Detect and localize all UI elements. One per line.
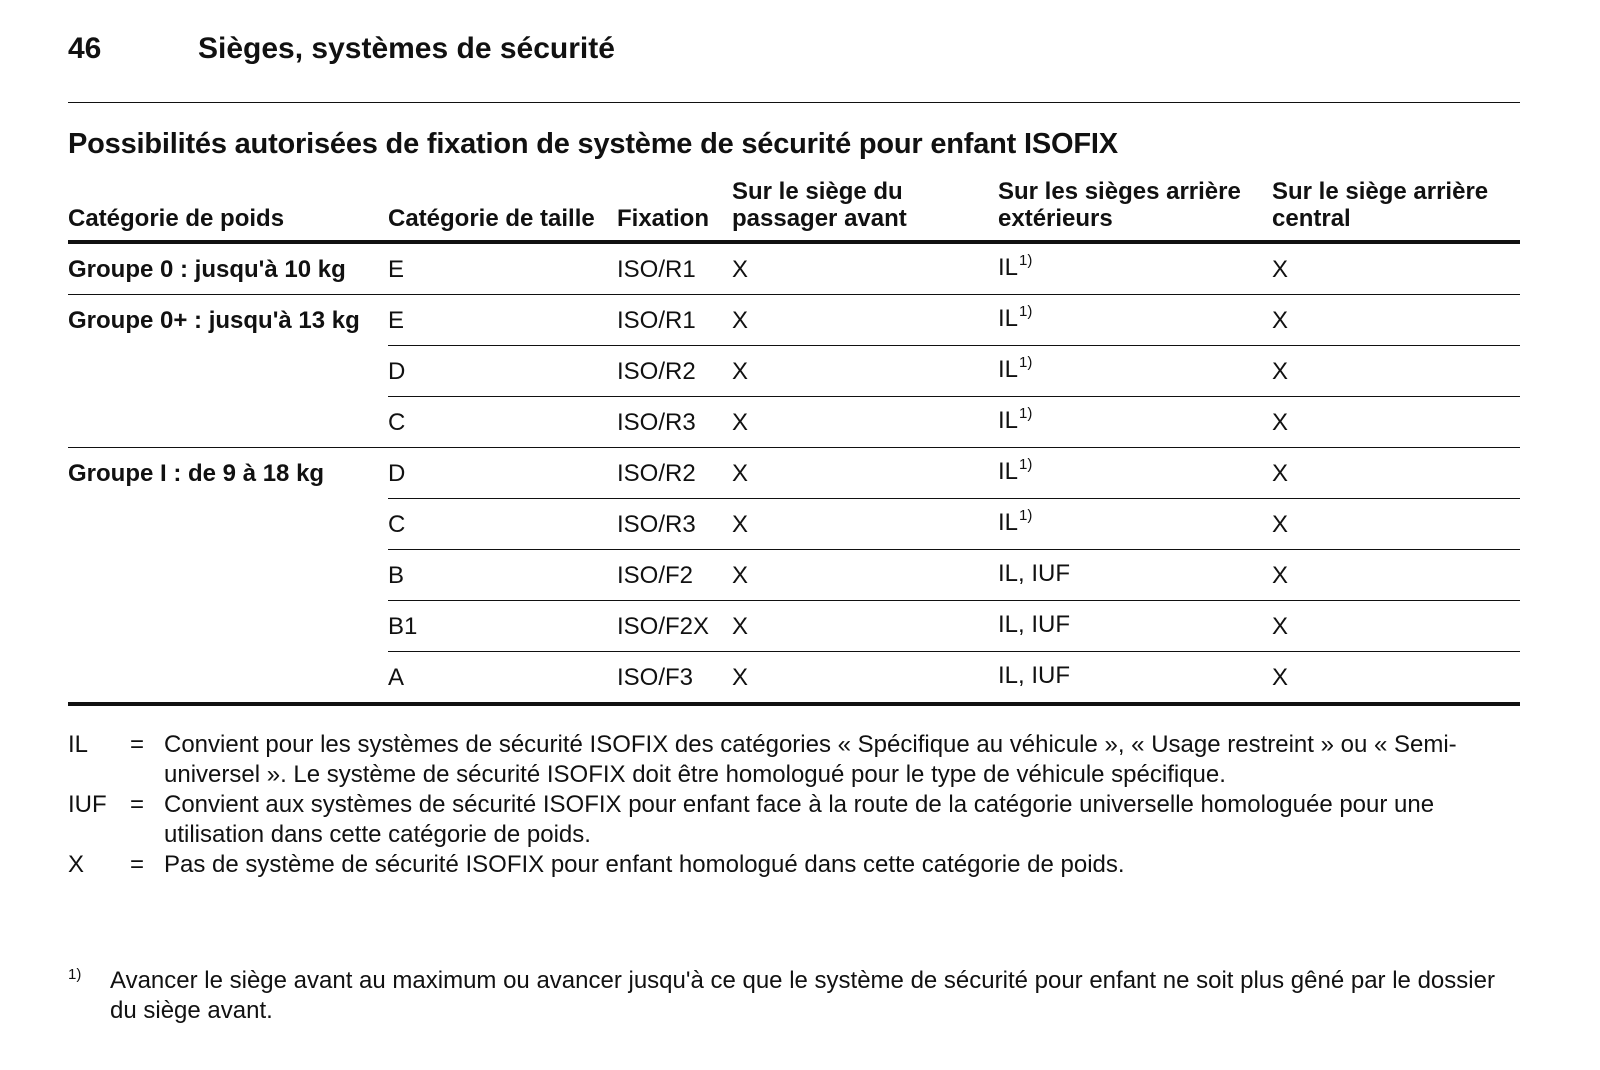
front-seat-cell: X [732, 499, 998, 550]
fixation-cell: ISO/R1 [617, 242, 732, 295]
front-seat-cell: X [732, 397, 998, 448]
fixation-cell: ISO/R3 [617, 397, 732, 448]
rear-outer-cell [998, 652, 1272, 705]
column-header-size: Catégorie de taille [388, 178, 617, 242]
footnote-marker: 1) [68, 966, 82, 983]
page-header [68, 32, 1520, 102]
column-header-rear-outer: Sur les sièges arrière extérieurs [998, 178, 1272, 242]
rear-outer-value: IL [998, 356, 1019, 383]
weight-group-cell [68, 550, 388, 601]
rear-outer-value: IL, IUF [998, 662, 1071, 689]
rear-outer-cell [998, 397, 1272, 448]
footnote-ref: 1) [1019, 507, 1033, 524]
fixation-cell: ISO/F2 [617, 550, 732, 601]
column-header-front-seat: Sur le siège du passager avant [732, 178, 998, 242]
column-header-weight: Catégorie de poids [68, 178, 388, 242]
rear-outer-value: IL, IUF [998, 560, 1071, 587]
footnote-ref: 1) [1019, 303, 1033, 320]
fixation-cell: ISO/R2 [617, 448, 732, 499]
fixation-cell: ISO/R1 [617, 295, 732, 346]
size-cell: B1 [388, 601, 617, 652]
rear-outer-value: IL [998, 509, 1019, 536]
size-cell: C [388, 397, 617, 448]
table-row [68, 550, 1520, 601]
table-row [68, 242, 1520, 295]
table-row [68, 397, 1520, 448]
rear-outer-value: IL [998, 407, 1019, 434]
rear-outer-cell [998, 550, 1272, 601]
front-seat-cell: X [732, 346, 998, 397]
fixation-cell: ISO/F2X [617, 601, 732, 652]
size-cell: C [388, 499, 617, 550]
legend-key: X [68, 851, 85, 878]
chapter-title: Sièges, systèmes de sécurité [198, 32, 615, 65]
rear-outer-cell [998, 448, 1272, 499]
footnote [68, 966, 1520, 1026]
weight-group-cell [68, 346, 388, 397]
rear-center-cell: X [1272, 550, 1520, 601]
rear-center-cell: X [1272, 397, 1520, 448]
footnote-text: Avancer le siège avant au maximum ou avancer jusqu'à ce que le système de sécurité pour enfant ne soit plus gêné par le dossier du siège avant. [110, 967, 1495, 1024]
section-title: Possibilités autorisées de fixation de système de sécurité pour enfant ISOFIX [68, 128, 1118, 160]
legend-equals: = [130, 731, 145, 758]
front-seat-cell: X [732, 242, 998, 295]
page-number: 46 [68, 32, 102, 65]
rear-outer-cell [998, 295, 1272, 346]
size-cell: D [388, 346, 617, 397]
legend [68, 730, 1520, 880]
table-row [68, 448, 1520, 499]
fixation-cell: ISO/R2 [617, 346, 732, 397]
rear-center-cell: X [1272, 499, 1520, 550]
front-seat-cell: X [732, 448, 998, 499]
legend-item-x [68, 850, 1520, 880]
rear-outer-cell [998, 499, 1272, 550]
legend-item-il [68, 730, 1520, 790]
isofix-table [68, 178, 1520, 706]
column-header-fixation: Fixation [617, 178, 732, 242]
size-cell: E [388, 242, 617, 295]
rear-outer-cell [998, 346, 1272, 397]
legend-text: Pas de système de sécurité ISOFIX pour enfant homologué dans cette catégorie de poids. [164, 851, 1125, 878]
rear-center-cell: X [1272, 601, 1520, 652]
front-seat-cell: X [732, 601, 998, 652]
legend-item-iuf [68, 790, 1520, 850]
legend-key: IUF [68, 791, 107, 818]
column-header-rear-center: Sur le siège arrière central [1272, 178, 1520, 242]
footnote-ref: 1) [1019, 252, 1033, 269]
header-divider [68, 102, 1520, 103]
footnote-ref: 1) [1019, 456, 1033, 473]
rear-outer-value: IL [998, 254, 1019, 281]
weight-group-cell [68, 652, 388, 705]
front-seat-cell: X [732, 652, 998, 705]
rear-outer-cell [998, 242, 1272, 295]
front-seat-cell: X [732, 295, 998, 346]
weight-group-cell [68, 397, 388, 448]
front-seat-cell: X [732, 550, 998, 601]
size-cell: A [388, 652, 617, 705]
rear-outer-cell [998, 601, 1272, 652]
rear-center-cell: X [1272, 346, 1520, 397]
weight-group-cell [68, 499, 388, 550]
table-row [68, 499, 1520, 550]
rear-outer-value: IL, IUF [998, 611, 1071, 638]
rear-center-cell: X [1272, 652, 1520, 705]
weight-group-cell: Groupe I : de 9 à 18 kg [68, 459, 325, 487]
legend-text: Convient pour les systèmes de sécurité ISOFIX des catégories « Spécifique au véhicule », « Usage restreint » ou « Semi-universel ». Le système de sécurité ISOFIX doit être homologué pour le type de véhicule spécifique. [164, 731, 1457, 788]
size-cell: D [388, 448, 617, 499]
size-cell: E [388, 295, 617, 346]
table-row [68, 652, 1520, 705]
legend-text: Convient aux systèmes de sécurité ISOFIX pour enfant face à la route de la catégorie universelle homologuée pour une utilisation dans cette catégorie de poids. [164, 791, 1435, 848]
table-row [68, 295, 1520, 346]
footnote-ref: 1) [1019, 405, 1033, 422]
fixation-cell: ISO/F3 [617, 652, 732, 705]
rear-center-cell: X [1272, 242, 1520, 295]
size-cell: B [388, 550, 617, 601]
fixation-cell: ISO/R3 [617, 499, 732, 550]
table-row [68, 346, 1520, 397]
rear-outer-value: IL [998, 305, 1019, 332]
rear-center-cell: X [1272, 295, 1520, 346]
weight-group-cell: Groupe 0 : jusqu'à 10 kg [68, 242, 388, 295]
table-row [68, 601, 1520, 652]
footnote-ref: 1) [1019, 354, 1033, 371]
weight-group-cell [68, 601, 388, 652]
legend-key: IL [68, 731, 89, 758]
legend-equals: = [130, 791, 145, 818]
rear-center-cell: X [1272, 448, 1520, 499]
legend-equals: = [130, 851, 145, 878]
rear-outer-value: IL [998, 458, 1019, 485]
weight-group-cell: Groupe 0+ : jusqu'à 13 kg [68, 306, 360, 334]
table-header-row [68, 178, 1520, 242]
